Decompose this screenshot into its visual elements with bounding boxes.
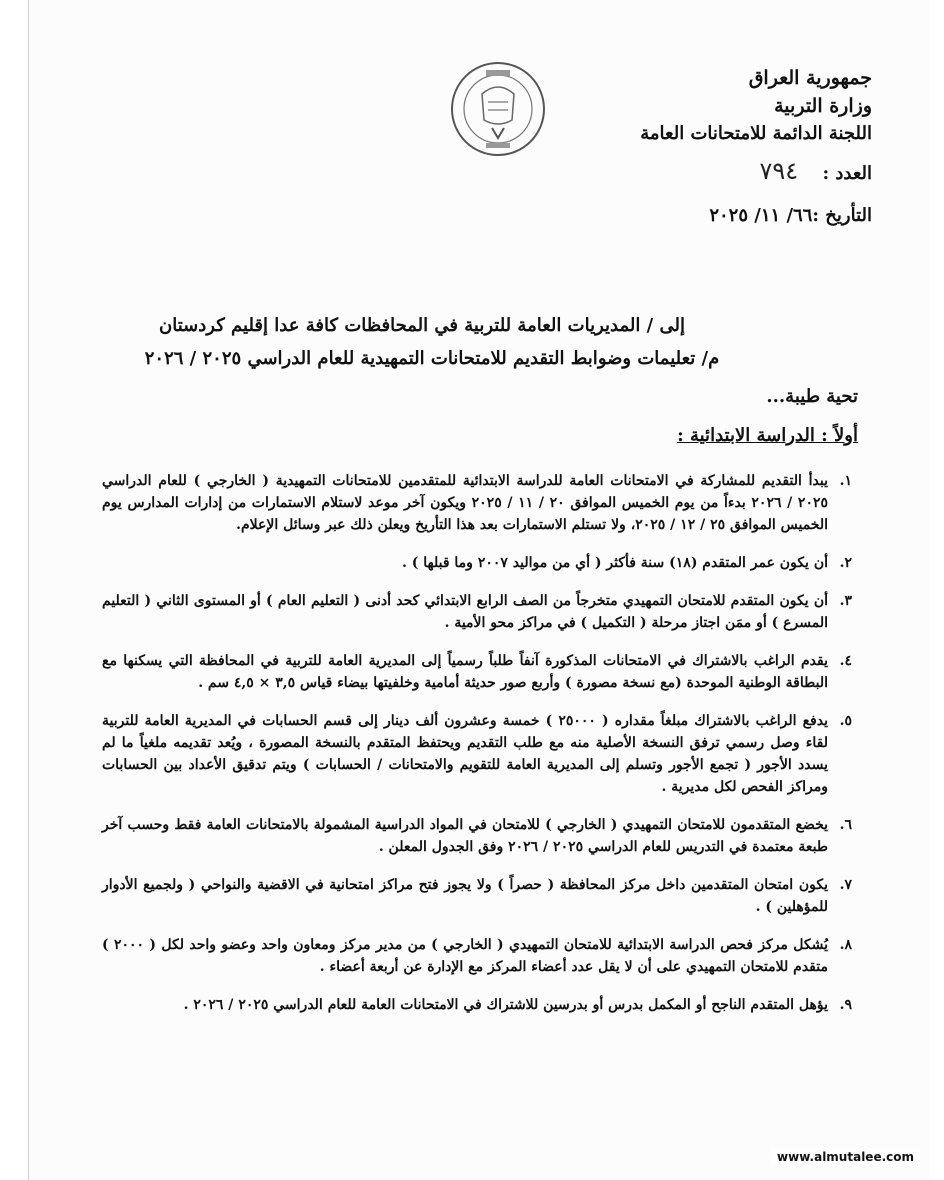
greeting: تحية طيبة... [766,386,858,407]
address-block [32,310,872,376]
date-line: التأريخ :٦٦/ ١١/ ٢٠٢٥ [709,205,872,226]
item-text: يُشكل مركز فحص الدراسة الابتدائية للامتحان التمهيدي ( الخارجي ) من مدير مركز ومعاون واحد وعضو واحد لكل ( ٢٠٠٠ ) متقدم للامتحان التمهيدي على أن لا يقل عدد أعضاء المركز مع الإدارة عن أربعة أعضاء . [102,937,828,975]
list-item [102,874,852,918]
item-text: يبدأ التقديم للمشاركة في الامتحانات العامة للدراسة الابتدائية للمتقدمين للامتحانات التمهيدية ( الخارجي ) للعام الدراسي ٢٠٢٥ / ٢٠٢٦ بدءاً من يوم الخميس الموافق ٢٠ / ١١ / ٢٠٢٥ ويكون آخر موعد لاستلام الاستمارات من إدارات المدارس يوم الخميس الموافق ٢٥ / ١٢ / ٢٠٢٥، ولا تستلم الاستمارات بعد هذا التأريخ ويعلن ذلك عبر وسائل الإعلام. [102,473,828,533]
item-number: ٢. [839,555,852,571]
document-page [28,0,930,1180]
list-item [102,814,852,858]
list-item [102,934,852,978]
item-number: ٨. [839,937,852,953]
list-item [102,994,852,1016]
committee-name: اللجنة الدائمة للامتحانات العامة [640,123,872,144]
item-text: يخضع المتقدمون للامتحان التمهيدي ( الخارجي ) للامتحان في المواد الدراسية المشمولة بالامتحانات العامة فقط وحسب آخر طبعة معتمدة في التدريس للعام الدراسي ٢٠٢٥ / ٢٠٢٦ وفق الجدول المعلن . [102,817,828,855]
list-item [102,552,852,574]
list-item [102,590,852,634]
item-text: أن يكون عمر المتقدم (١٨) سنة فأكثر ( أي من مواليد ٢٠٠٧ وما قبلها ) . [402,555,828,571]
item-number: ٦. [839,817,852,833]
item-text: يقدم الراغب بالاشتراك في الامتحانات المذكورة آنفاً طلباً رسمياً إلى المديرية العامة للتربية في المحافظة التي يسكنها مع البطاقة الوطنية الموحدة (مع نسخة مصورة ) وأربع صور حديثة أمامية وخلفيتها بيضاء قياس ٣,٥ × ٤,٥ سم . [102,653,828,691]
ministry-seal-icon [442,58,554,160]
item-text: يكون امتحان المتقدمين داخل مركز المحافظة ( حصراً ) ولا يجوز فتح مراكز امتحانية في الاقضية والنواحي ( ولجميع الأدوار للمؤهلين ) . [102,877,828,915]
item-number: ١. [839,473,852,489]
item-number: ٧. [839,877,852,893]
item-text: يدفع الراغب بالاشتراك مبلغاً مقداره ( ٢٥٠٠٠ ) خمسة وعشرون ألف دينار إلى قسم الحسابات في المديرية العامة للتربية لقاء وصل رسمي ترفق النسخة الأصلية منه مع طلب التقديم ويحتفظ المتقدم بالنسخة المصورة ، ويُعد تقديمه ملغياً ما لم يسدد الأجور ( تجمع الأجور وتسلم إلى المديرية العامة للتقويم والامتحانات / الحسابات ) ويتم تدقيق الأعداد بين الحسابات ومراكز الفحص لكل مديرية . [102,713,828,795]
reference-number-row [572,154,872,191]
item-text: يؤهل المتقدم الناجح أو المكمل بدرس أو بدرسين للاشتراك في الامتحانات العامة للعام الدراسي ٢٠٢٥ / ٢٠٢٦ . [183,997,828,1013]
list-item [102,710,852,798]
letterhead [572,64,872,233]
handwritten-number: ٧٩٤ [759,157,799,185]
ministry-name: وزارة التربية [774,95,872,117]
subject-line: م/ تعليمات وضوابط التقديم للامتحانات التمهيدية للعام الدراسي ٢٠٢٥ / ٢٠٢٦ [144,348,720,369]
section-title: أولاً : الدراسة الابتدائية : [677,425,858,446]
item-text: أن يكون المتقدم للامتحان التمهيدي متخرجاً من الصف الرابع الابتدائي كحد أدنى ( التعليم العام ) أو المستوى الثاني ( التعليم المسرع ) أو ممَن اجتاز مرحلة ( التكميل ) في مراكز محو الأمية . [102,593,828,631]
item-number: ٤. [839,653,852,669]
item-number: ٣. [839,593,852,609]
list-item [102,470,852,536]
number-label: العدد : [822,163,872,184]
website-watermark: www.almutalee.com [771,1148,920,1166]
list-item [102,650,852,694]
item-number: ٩. [839,997,852,1013]
instructions-list [102,470,852,1032]
item-number: ٥. [839,713,852,729]
recipient-line: إلى / المديريات العامة للتربية في المحافظات كافة عدا إقليم كردستان [159,315,685,336]
country-name: جمهورية العراق [748,67,872,89]
